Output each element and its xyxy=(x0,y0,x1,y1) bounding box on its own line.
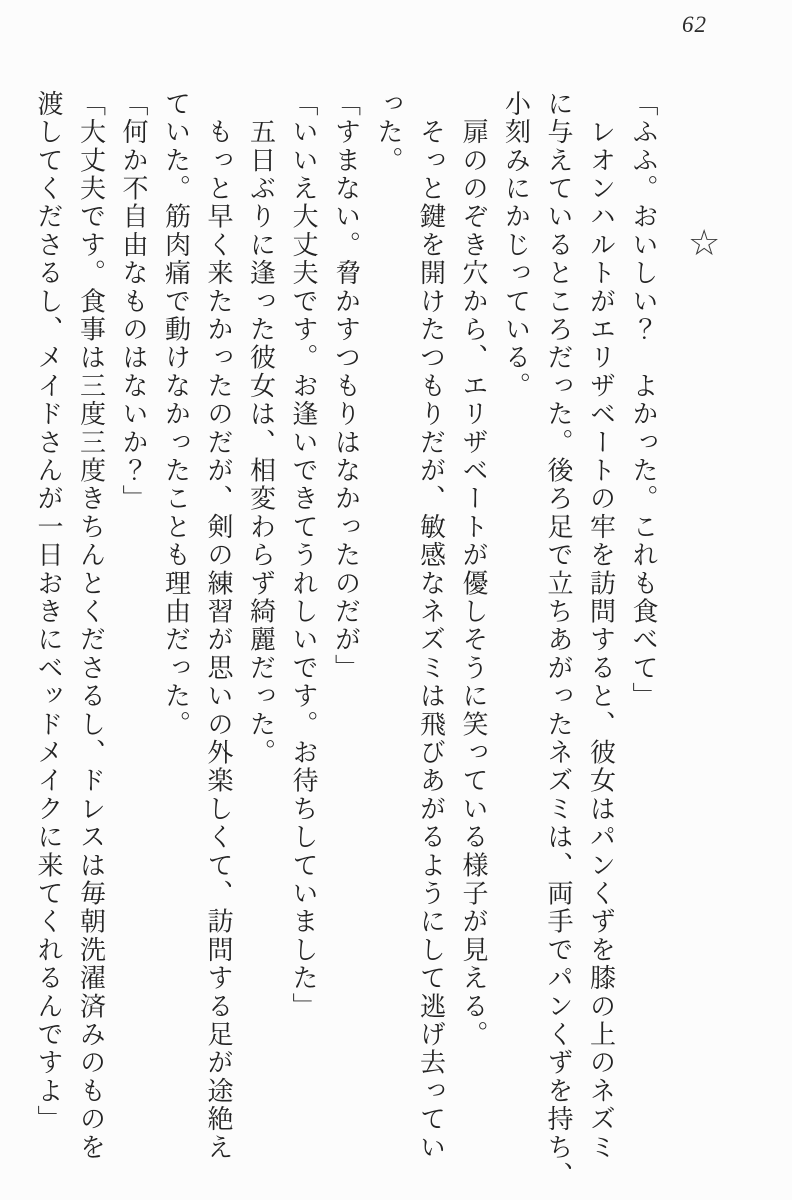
text-line: 「何か不自由なものはないか？」 xyxy=(119,90,148,513)
text-line: 小刻みにかじっている。 xyxy=(501,90,531,401)
text-line: 扉ののぞき穴から、エリザベートが優しそうに笑っている様子が見える。 xyxy=(459,90,488,1049)
text-line: 渡してくださるし、メイドさんが一日おきにベッドメイクに来てくれるんですよ」 xyxy=(34,90,63,1134)
text-line: そっと鍵を開けたつもりだが、敏感なネズミは飛びあがるようにして逃げ去ってい xyxy=(416,90,446,1162)
text-line: ていた。筋肉痛で動けなかったことも理由だった。 xyxy=(161,90,191,739)
body-text xyxy=(27,90,665,1194)
text-line: 「ふふ。おいしい？ よかった。これも食べて」 xyxy=(629,90,658,711)
text-line: に与えているところだった。後ろ足で立ちあがったネズミは、両手でパンくずを持ち、 xyxy=(544,90,573,1190)
text-line: 「いいえ大丈夫です。お逢いできてうれしいです。お待ちしていました」 xyxy=(289,90,318,1021)
text-line: レオンハルトがエリザベートの牢を訪問すると、彼女はパンくずを膝の上のネズミ xyxy=(586,90,616,1162)
text-line: 「すまない。脅かすつもりはなかったのだが」 xyxy=(331,90,361,683)
page-number: 62 xyxy=(682,12,707,37)
text-line: 「大丈夫です。食事は三度三度きちんとくださるし、ドレスは毎朝洗濯済みのものを xyxy=(76,90,106,1162)
text-line: 五日ぶりに逢った彼女は、相変わらず綺麗だった。 xyxy=(246,90,276,767)
scene-break-star-icon: ☆ xyxy=(688,223,721,263)
text-line: った。 xyxy=(374,90,403,175)
text-line: もっと早く来たかったのだが、剣の練習が思いの外楽しくて、訪問する足が途絶え xyxy=(204,90,233,1162)
